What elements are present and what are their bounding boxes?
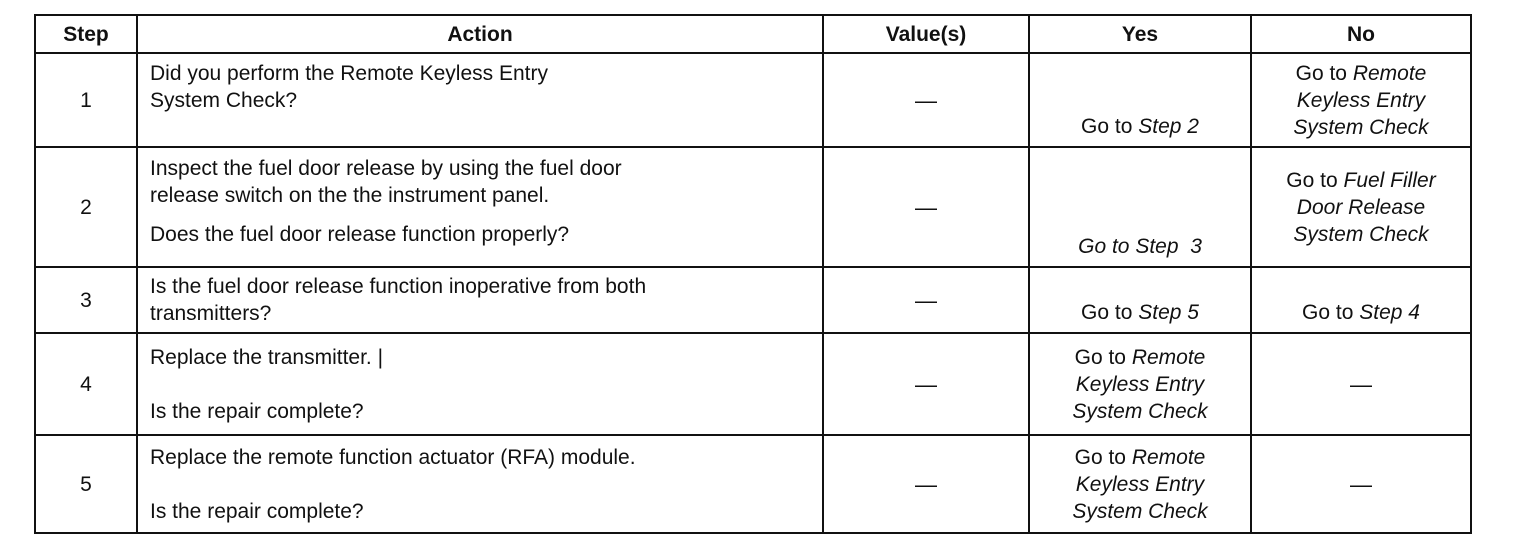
no-target-link[interactable]: Fuel Filler <box>1343 168 1436 192</box>
no-target-link[interactable]: Remote <box>1352 61 1427 85</box>
action-cell <box>137 147 823 267</box>
step-number: 2 <box>35 147 137 267</box>
no-cell <box>1251 53 1471 147</box>
table-row <box>35 267 1471 333</box>
yes-cell <box>1029 147 1251 267</box>
yes-cell <box>1029 435 1251 533</box>
yes-cell <box>1029 53 1251 147</box>
yes-target-link[interactable]: Step 2 <box>1138 115 1199 138</box>
header-yes: Yes <box>1029 15 1251 53</box>
no-prefix: Go to <box>1302 301 1360 324</box>
header-action: Action <box>137 15 823 53</box>
yes-prefix: Go to <box>1074 445 1132 469</box>
action-question: Does the fuel door release function properly? <box>150 222 570 246</box>
no-cell: — <box>1251 435 1471 533</box>
no-target-link[interactable]: System Check <box>1293 115 1429 139</box>
action-text: Did you perform the Remote Keyless Entry <box>150 62 548 85</box>
header-step: Step <box>35 15 137 53</box>
yes-target-link[interactable]: System Check <box>1072 399 1208 423</box>
yes-target-link[interactable]: Step 5 <box>1138 301 1199 324</box>
table-row <box>35 147 1471 267</box>
diagnostic-table <box>34 14 1472 534</box>
yes-target-link[interactable]: Remote <box>1131 345 1206 369</box>
action-text: Inspect the fuel door release by using the fuel door <box>150 156 622 180</box>
no-target-link[interactable]: Step 4 <box>1359 301 1420 324</box>
value-cell: — <box>823 267 1029 333</box>
step-number: 5 <box>35 435 137 533</box>
yes-cell <box>1029 267 1251 333</box>
no-cell <box>1251 267 1471 333</box>
action-question: Is the repair complete? <box>150 399 364 423</box>
no-cell: — <box>1251 333 1471 435</box>
action-text: transmitters? <box>150 302 272 325</box>
header-values: Value(s) <box>823 15 1029 53</box>
no-prefix: Go to <box>1286 168 1344 192</box>
yes-prefix: Go to <box>1081 301 1139 324</box>
action-cell <box>137 53 823 147</box>
action-text: Is the fuel door release function inoperative from both <box>150 275 647 298</box>
no-cell <box>1251 147 1471 267</box>
action-text: System Check? <box>150 89 298 112</box>
yes-target-link[interactable]: Keyless Entry <box>1075 372 1205 396</box>
value-cell: — <box>823 435 1029 533</box>
value-cell: — <box>823 147 1029 267</box>
table-row <box>35 333 1471 435</box>
action-cell <box>137 267 823 333</box>
action-text: Replace the transmitter. | <box>150 345 384 369</box>
yes-target-link[interactable]: Keyless Entry <box>1075 472 1205 496</box>
action-cell <box>137 333 823 435</box>
action-text: Replace the remote function actuator (RFA) module. <box>150 445 636 469</box>
yes-target-link[interactable]: System Check <box>1072 499 1208 523</box>
step-number: 3 <box>35 267 137 333</box>
value-cell: — <box>823 53 1029 147</box>
no-target-link[interactable]: Keyless Entry <box>1296 88 1426 112</box>
no-target-link[interactable]: System Check <box>1293 222 1429 246</box>
yes-cell <box>1029 333 1251 435</box>
yes-target-link[interactable]: Remote <box>1131 445 1206 469</box>
action-cell <box>137 435 823 533</box>
no-prefix: Go to <box>1295 61 1353 85</box>
table-row <box>35 435 1471 533</box>
yes-prefix: Go to <box>1074 345 1132 369</box>
yes-target-link[interactable]: Go to Step 3 <box>1078 235 1202 258</box>
table-row <box>35 53 1471 147</box>
header-row <box>35 15 1471 53</box>
value-cell: — <box>823 333 1029 435</box>
action-question: Is the repair complete? <box>150 499 364 523</box>
step-number: 4 <box>35 333 137 435</box>
yes-prefix: Go to <box>1081 115 1139 138</box>
header-no: No <box>1251 15 1471 53</box>
action-text: release switch on the the instrument panel. <box>150 183 550 207</box>
no-target-link[interactable]: Door Release <box>1296 195 1426 219</box>
step-number: 1 <box>35 53 137 147</box>
